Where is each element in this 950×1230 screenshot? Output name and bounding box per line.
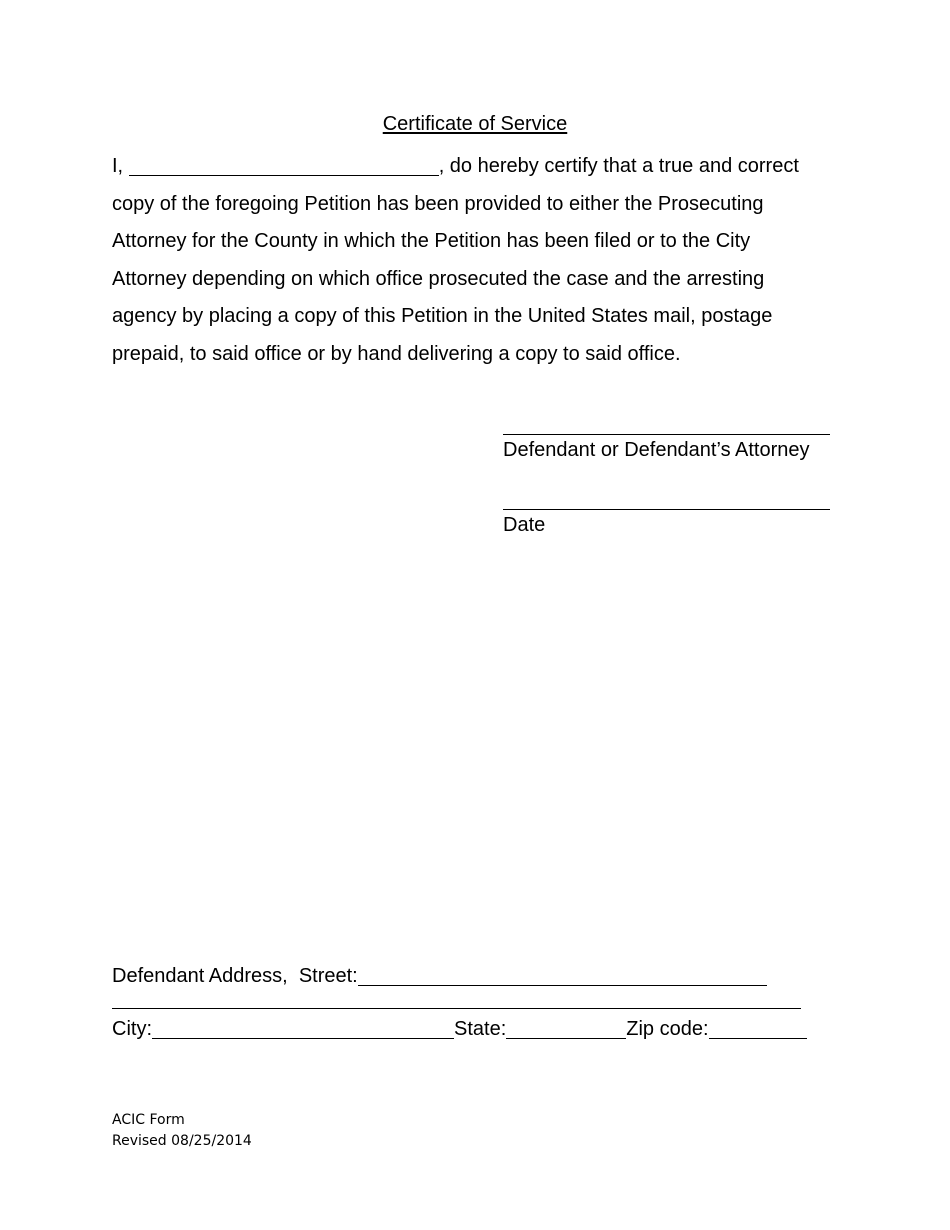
form-footer bbox=[112, 1110, 252, 1152]
form-name: ACIC Form bbox=[112, 1112, 185, 1128]
certification-first-line bbox=[112, 148, 852, 186]
page-title: Certificate of Service bbox=[382, 113, 568, 135]
date-label: Date bbox=[503, 514, 546, 536]
city-field[interactable] bbox=[152, 1018, 454, 1039]
date-field[interactable] bbox=[503, 509, 830, 510]
signature-field[interactable] bbox=[503, 434, 830, 435]
address-continuation-field[interactable] bbox=[112, 1008, 801, 1009]
certifier-name-field[interactable] bbox=[129, 155, 439, 176]
certification-line: Attorney depending on which office prosecuted the case and the arresting bbox=[112, 267, 765, 290]
certification-line: Attorney for the County in which the Petition has been filed or to the City bbox=[112, 230, 751, 253]
state-label: State: bbox=[454, 1018, 507, 1040]
certification-line: agency by placing a copy of this Petition in the United States mail, postage bbox=[112, 305, 773, 328]
certification-line: copy of the foregoing Petition has been provided to either the Prosecuting bbox=[112, 192, 764, 215]
address-city-row bbox=[112, 1014, 807, 1041]
certification-paragraph bbox=[112, 148, 852, 374]
zip-label: Zip code: bbox=[626, 1018, 709, 1040]
zip-field[interactable] bbox=[709, 1018, 807, 1039]
certification-first-line-text: , do hereby certify that a true and correct bbox=[438, 155, 799, 177]
signer-label: Defendant or Defendant’s Attorney bbox=[503, 439, 810, 461]
street-label: Street: bbox=[298, 965, 358, 987]
address-street-row bbox=[112, 961, 767, 988]
street-field[interactable] bbox=[358, 965, 767, 986]
certification-line: prepaid, to said office or by hand delivering a copy to said office. bbox=[112, 342, 681, 365]
certification-prefix: I, bbox=[112, 155, 124, 177]
state-field[interactable] bbox=[506, 1018, 626, 1039]
revision-date: Revised 08/25/2014 bbox=[112, 1133, 252, 1149]
address-label: Defendant Address, bbox=[112, 965, 288, 987]
city-label: City: bbox=[112, 1018, 152, 1040]
